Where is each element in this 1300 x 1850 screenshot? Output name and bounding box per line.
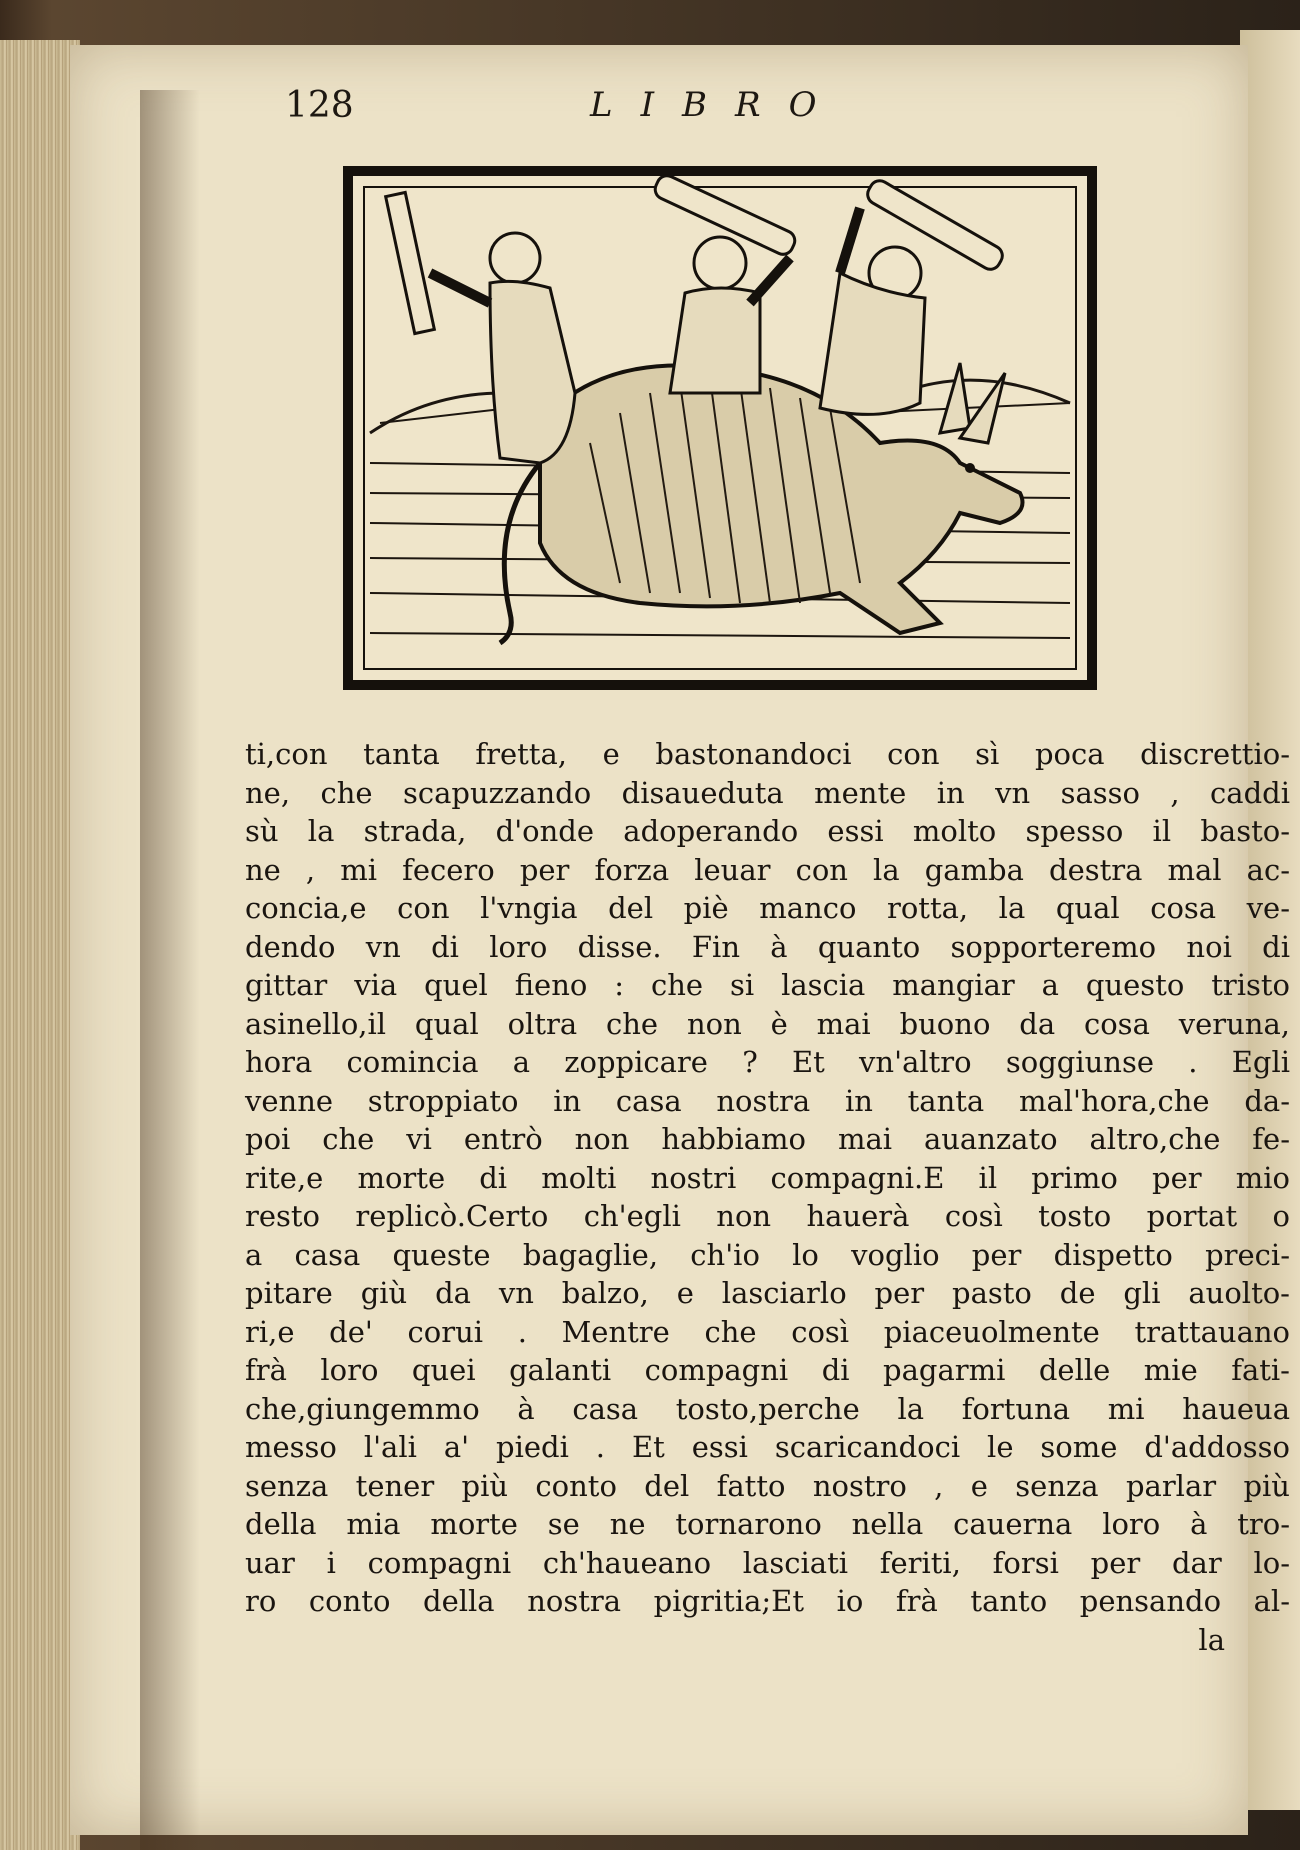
text-line: resto replicò.Certo ch'egli non hauerà così tosto portat o [245,1199,1290,1233]
page-number: 128 [285,85,354,126]
text-line: ri,e de' corui . Mentre che così piaceuolmente trattauano [245,1314,1290,1349]
text-line: ne, che scapuzzando disaueduta mente in vn sasso , caddi [245,775,1290,810]
book-page [70,45,1290,1835]
text-line: pitare giù da vn balzo, e lasciarlo per pasto de gli auolto- [245,1276,1290,1310]
text-line: ne , mi fecero per forza leuar con la gamba destra mal ac- [245,852,1290,887]
text-line: messo l'ali a' piedi . Et essi scaricandoci le some d'addosso [245,1430,1290,1464]
text-line: a casa queste bagaglie, ch'io lo voglio per dispetto preci- [245,1237,1290,1272]
woodcut-svg [340,163,1100,693]
text-line: uar i compagni ch'haueano lasciati feriti, forsi per dar lo- [245,1545,1290,1580]
running-head [70,85,1248,145]
gutter-shadow [140,90,200,1850]
text-line: asinello,il qual oltra che non è mai buono da cosa veruna, [245,1006,1290,1041]
text-line: dendo vn di loro disse. Fin à quanto sopporteremo noi di [245,929,1290,964]
text-line: ro conto della nostra pigritia;Et io frà tanto pensando al- [245,1584,1290,1618]
page-edges [0,40,80,1850]
text-line: che,giungemmo à casa tosto,perche la fortuna mi haueua [245,1391,1290,1426]
text-line: sù la strada, d'onde adoperando essi molto spesso il basto- [245,814,1290,848]
text-line: ti,con tanta fretta, e bastonandoci con sì poca discrettio- [245,737,1290,771]
book-title: LIBRO [590,85,845,125]
text-line: frà loro quei galanti compagni di pagarmi delle mie fati- [245,1353,1290,1387]
woodcut-illustration [340,163,1100,693]
text-line: gittar via quel fieno : che si lascia mangiar a questo tristo [245,968,1290,1002]
text-line: concia,e con l'vngia del piè manco rotta, la qual cosa ve- [245,891,1290,925]
text-line: poi che vi entrò non habbiamo mai auanzato altro,che fe- [245,1122,1290,1156]
text-line: senza tener più conto del fatto nostro , e senza parlar più [245,1468,1290,1503]
catchword: la [1198,1622,1225,1657]
text-line: della mia morte se ne tornarono nella cauerna loro à tro- [245,1507,1290,1541]
text-line: rite,e morte di molti nostri compagni.E il primo per mio [245,1160,1290,1195]
body-text [245,735,1290,1659]
text-line: hora comincia a zoppicare ? Et vn'altro soggiunse . Egli [245,1045,1290,1079]
text-line: venne stroppiato in casa nostra in tanta mal'hora,che da- [245,1083,1290,1118]
